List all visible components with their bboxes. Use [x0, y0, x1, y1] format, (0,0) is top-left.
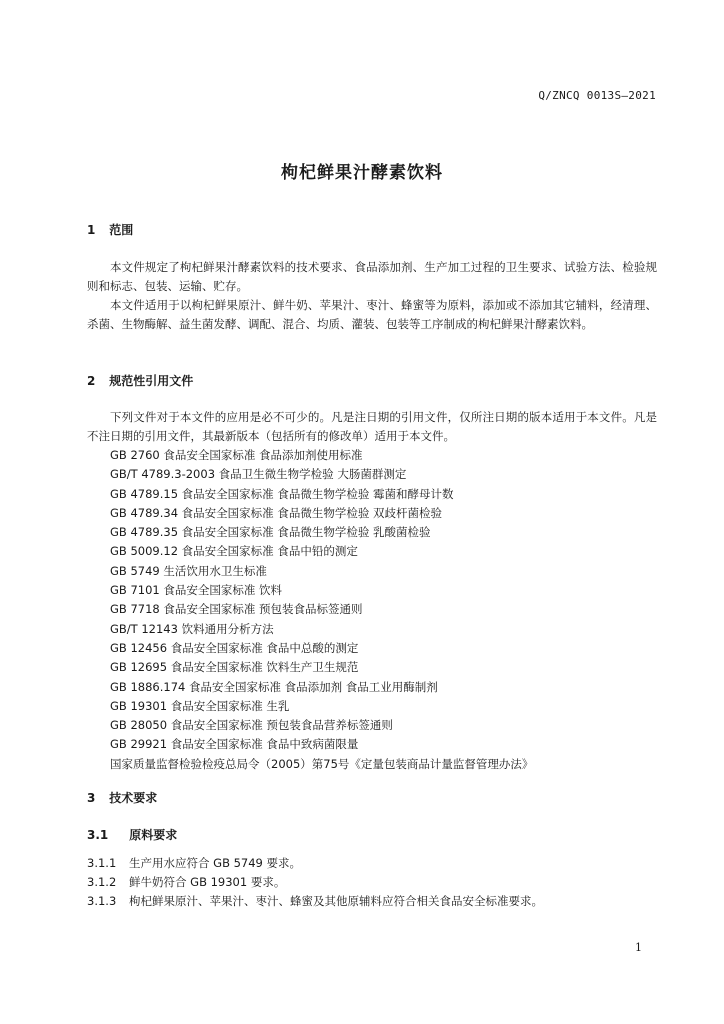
- clause-number: 3.1.1: [87, 856, 117, 870]
- section-1-paragraph-2: 本文件适用于以枸杞鲜果原汁、鲜牛奶、苹果汁、枣汁、蜂蜜等为原料，添加或不添加其它辅料，经清理、杀菌、生物酶解、益生菌发酵、调配、混合、均质、灌装、包装等工序制成的枸杞鲜果汁酵素饮料。: [87, 298, 657, 331]
- reference-item: GB/T 4789.3-2003 食品卫生微生物学检验 大肠菌群测定: [110, 467, 407, 482]
- section-3-1-heading: [87, 826, 177, 843]
- section-3-number: 3: [87, 791, 96, 805]
- clause-3-1-1: [87, 855, 301, 871]
- reference-item: GB 5009.12 食品安全国家标准 食品中铅的测定: [110, 544, 358, 559]
- section-1-title: 范围: [109, 223, 134, 237]
- section-1-paragraph-1: 本文件规定了枸杞鲜果汁酵素饮料的技术要求、食品添加剂、生产加工过程的卫生要求、试验方法、检验规则和标志、包装、运输、贮存。: [87, 260, 657, 293]
- reference-item: GB 2760 食品安全国家标准 食品添加剂使用标准: [110, 448, 363, 462]
- reference-item: 国家质量监督检验检疫总局令（2005）第75号《定量包装商品计量监督管理办法》: [110, 756, 534, 771]
- reference-item: GB 4789.34 食品安全国家标准 食品微生物学检验 双歧杆菌检验: [110, 505, 442, 520]
- reference-item: GB 5749 生活饮用水卫生标准: [110, 563, 267, 578]
- section-1-number: 1: [87, 223, 96, 237]
- reference-item: GB 29921 食品安全国家标准 食品中致病菌限量: [110, 737, 359, 752]
- clause-3-1-3: [87, 893, 543, 909]
- reference-item: GB 12695 食品安全国家标准 饮料生产卫生规范: [110, 660, 359, 675]
- section-3-1-title: 原料要求: [129, 828, 178, 842]
- document-title: 枸杞鲜果汁酵素饮料: [281, 163, 443, 183]
- reference-item: GB 28050 食品安全国家标准 预包装食品营养标签通则: [110, 718, 393, 733]
- section-2-number: 2: [87, 374, 96, 388]
- reference-item: GB 4789.15 食品安全国家标准 食品微生物学检验 霉菌和酵母计数: [110, 486, 454, 501]
- section-2-paragraph-1: 下列文件对于本文件的应用是必不可少的。凡是注日期的引用文件，仅所注日期的版本适用于本文件。凡是不注日期的引用文件，其最新版本（包括所有的修改单）适用于本文件。: [87, 410, 657, 443]
- clause-3-1-2: [87, 874, 285, 890]
- section-3-title: 技术要求: [109, 791, 158, 805]
- page-number: 1: [635, 941, 642, 954]
- standard-code: Q/ZNCQ 0013S—2021: [538, 89, 656, 102]
- clause-text: 生产用水应符合 GB 5749 要求。: [129, 856, 302, 870]
- reference-list: [110, 446, 650, 774]
- clause-number: 3.1.2: [87, 875, 117, 889]
- reference-item: GB 7718 食品安全国家标准 预包装食品标签通则: [110, 602, 363, 617]
- section-2-title: 规范性引用文件: [109, 374, 194, 388]
- clause-text: 枸杞鲜果原汁、苹果汁、枣汁、蜂蜜及其他原辅料应符合相关食品安全标准要求。: [129, 894, 543, 908]
- reference-item: GB 12456 食品安全国家标准 食品中总酸的测定: [110, 640, 359, 655]
- reference-item: GB 19301 食品安全国家标准 生乳: [110, 698, 290, 713]
- section-3-heading: [87, 789, 157, 806]
- reference-item: GB/T 12143 饮料通用分析方法: [110, 621, 274, 636]
- reference-item: GB 4789.35 食品安全国家标准 食品微生物学检验 乳酸菌检验: [110, 525, 431, 540]
- clause-text: 鲜牛奶符合 GB 19301 要求。: [129, 875, 286, 889]
- clause-number: 3.1.3: [87, 894, 117, 908]
- reference-item: GB 7101 食品安全国家标准 饮料: [110, 583, 283, 598]
- section-2-heading: [87, 372, 193, 389]
- section-1-heading: [87, 221, 133, 238]
- reference-item: GB 1886.174 食品安全国家标准 食品添加剂 食品工业用酶制剂: [110, 679, 438, 694]
- section-3-1-number: 3.1: [87, 828, 109, 842]
